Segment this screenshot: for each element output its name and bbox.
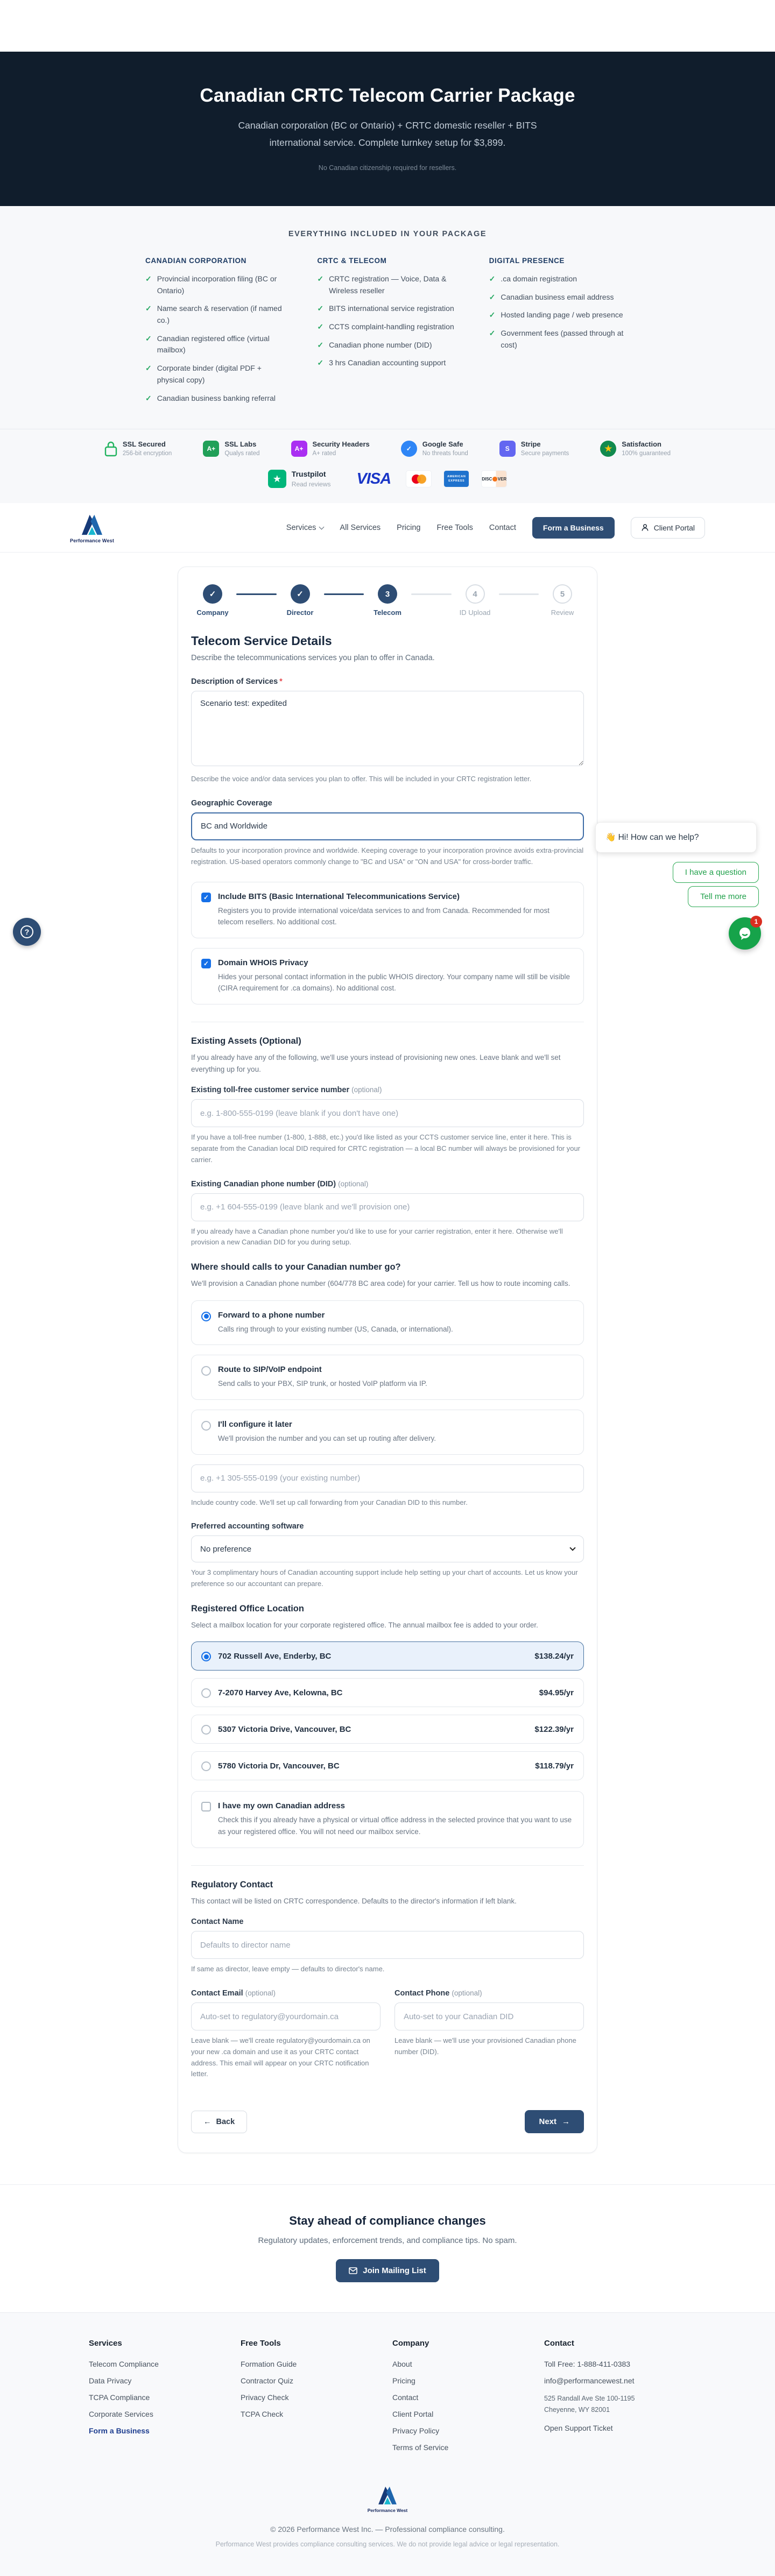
contact-phone-help: Leave blank — we'll use your provisioned Canadian phone number (DID). bbox=[394, 2036, 576, 2056]
badge-subtitle: 256-bit encryption bbox=[122, 450, 172, 457]
hero-note: No Canadian citizenship required for resellers. bbox=[318, 164, 457, 172]
item-text: Government fees (passed through at cost) bbox=[501, 329, 624, 349]
list-item bbox=[489, 292, 630, 303]
item-text: Provincial incorporation filing (BC or Ontario) bbox=[157, 274, 277, 295]
office-price: $118.79/yr bbox=[535, 1761, 574, 1771]
geographic-coverage-help: Defaults to your incorporation province and worldwide. Keeping coverage to your incorporation province avoids extra-provincial registration. US-based operators commonly change to "BC and USA" or "ON and USA" for cross-border traffic. bbox=[191, 846, 584, 866]
footer-link-data-privacy[interactable]: Data Privacy bbox=[89, 2376, 132, 2386]
step-label: Director bbox=[286, 608, 314, 617]
list-item bbox=[145, 273, 286, 296]
item-text: .ca domain registration bbox=[501, 274, 577, 283]
cta-subtitle: Regulatory updates, enforcement trends, and compliance tips. No spam. bbox=[258, 2236, 517, 2246]
badge-ssl-labs bbox=[203, 440, 259, 457]
column-title: CRTC & TELECOM bbox=[317, 257, 387, 265]
discover-text: VER bbox=[497, 476, 507, 482]
office-option-victoria-dr[interactable] bbox=[191, 1751, 584, 1780]
included-column-digital bbox=[489, 257, 630, 411]
form-actions bbox=[191, 2110, 584, 2133]
included-column-corporation bbox=[145, 257, 286, 411]
item-text: Canadian business email address bbox=[501, 292, 614, 301]
footer-disclaimer: Performance West provides compliance consulting services. We do not provide legal advice or legal representation. bbox=[215, 2540, 560, 2549]
column-title: CANADIAN CORPORATION bbox=[145, 257, 246, 265]
form-card bbox=[178, 567, 597, 2153]
check-icon: ✓ bbox=[317, 358, 324, 367]
footer-link-contractor-quiz[interactable]: Contractor Quiz bbox=[241, 2376, 294, 2386]
item-text: CRTC registration — Voice, Data & Wireless reseller bbox=[329, 274, 447, 295]
chat-quick-reply-question[interactable]: I have a question bbox=[673, 862, 759, 883]
check-icon: ✓ bbox=[145, 364, 152, 373]
tollfree-field bbox=[191, 1086, 584, 1165]
step-connector bbox=[324, 593, 364, 595]
step-telecom[interactable] bbox=[368, 584, 407, 617]
routing-option-forward[interactable] bbox=[191, 1300, 584, 1346]
step-check-icon: ✓ bbox=[291, 584, 310, 604]
forward-number-field bbox=[191, 1464, 584, 1509]
did-input[interactable] bbox=[191, 1193, 584, 1221]
own-address-checkbox-card[interactable] bbox=[191, 1791, 584, 1848]
nav-pricing[interactable] bbox=[397, 523, 420, 532]
did-help: If you already have a Canadian phone number you'd like to use for your carrier registration, enter it here. Otherwise we'll provision a new Canadian DID for you during setup. bbox=[191, 1227, 563, 1247]
trustpilot-widget[interactable] bbox=[268, 470, 331, 488]
optional-suffix: (optional) bbox=[351, 1086, 382, 1094]
footer-column-services bbox=[89, 2339, 219, 2460]
discover-icon bbox=[481, 470, 507, 487]
footer-link-privacy-check[interactable]: Privacy Check bbox=[241, 2393, 289, 2402]
regulatory-heading: Regulatory Contact bbox=[191, 1879, 273, 1889]
next-button[interactable] bbox=[525, 2110, 584, 2133]
next-label: Next bbox=[539, 2117, 556, 2127]
routing-option-title: Route to SIP/VoIP endpoint bbox=[218, 1365, 322, 1375]
check-icon: ✓ bbox=[317, 304, 324, 313]
routing-option-later[interactable] bbox=[191, 1410, 584, 1455]
accounting-selected-value: No preference bbox=[200, 1544, 252, 1554]
footer-brand-name: Performance West bbox=[367, 2508, 408, 2514]
contact-name-field bbox=[191, 1917, 584, 1975]
star-circle-icon: ★ bbox=[600, 441, 616, 457]
step-label: Company bbox=[196, 608, 229, 617]
optional-suffix: (optional) bbox=[338, 1179, 369, 1188]
discover-dot bbox=[492, 477, 497, 482]
address-line: 525 Randall Ave Ste 100-1195 bbox=[544, 2395, 635, 2403]
description-field bbox=[191, 677, 584, 785]
bits-checkbox-card[interactable] bbox=[191, 882, 584, 938]
footer-link-privacy-policy[interactable]: Privacy Policy bbox=[392, 2426, 440, 2436]
badge-ssl-secured bbox=[104, 440, 172, 457]
footer-tollfree[interactable]: Toll Free: 1-888-411-0383 bbox=[544, 2360, 631, 2369]
accounting-field bbox=[191, 1522, 584, 1590]
description-textarea[interactable] bbox=[191, 691, 584, 766]
own-address-desc: Check this if you already have a physical or virtual office address in the selected province that you want to use as your registered office. You will not need our mailbox service. bbox=[218, 1816, 572, 1836]
whois-checkbox-card[interactable] bbox=[191, 948, 584, 1004]
footer-column-title: Free Tools bbox=[241, 2339, 281, 2348]
performance-west-logo-icon bbox=[78, 512, 106, 537]
mailing-list-cta bbox=[0, 2184, 775, 2312]
existing-assets-heading: Existing Assets (Optional) bbox=[191, 1036, 301, 1046]
radio-icon[interactable] bbox=[201, 1421, 211, 1431]
existing-assets-intro: If you already have any of the following, we'll use yours instead of provisioning new ones. Leave blank and we'll set everything up for you. bbox=[191, 1053, 561, 1073]
footer-brand-block bbox=[0, 2485, 775, 2548]
step-number: 5 bbox=[553, 584, 572, 604]
badge-title: Security Headers bbox=[312, 440, 370, 449]
step-label: Telecom bbox=[374, 608, 401, 617]
footer-link-pricing[interactable]: Pricing bbox=[392, 2376, 415, 2386]
step-indicator bbox=[193, 584, 582, 617]
nav-free-tools[interactable] bbox=[436, 523, 473, 532]
item-text: Canadian phone number (DID) bbox=[329, 340, 432, 349]
optional-suffix: (optional) bbox=[452, 1989, 482, 1998]
arrow-left-icon: ← bbox=[203, 2117, 212, 2126]
radio-icon[interactable] bbox=[201, 1688, 211, 1698]
routing-heading: Where should calls to your Canadian number go? bbox=[191, 1262, 401, 1272]
routing-option-desc: We'll provision the number and you can set up routing after delivery. bbox=[218, 1434, 436, 1442]
brand-name: Performance West bbox=[70, 537, 115, 543]
amex-text: AMERICAN bbox=[447, 475, 466, 478]
badge-title: Stripe bbox=[520, 440, 541, 449]
item-text: 3 hrs Canadian accounting support bbox=[329, 358, 446, 367]
label-text: Contact Email bbox=[191, 1989, 243, 1998]
badge-title: Google Safe bbox=[422, 440, 463, 449]
routing-option-title: I'll configure it later bbox=[218, 1419, 292, 1429]
radio-selected-icon[interactable] bbox=[201, 1312, 211, 1321]
performance-west-logo-icon bbox=[375, 2485, 400, 2506]
check-icon: ✓ bbox=[317, 340, 324, 349]
footer-column-company bbox=[392, 2339, 523, 2460]
routing-option-title: Forward to a phone number bbox=[218, 1310, 325, 1320]
list-item bbox=[489, 273, 630, 285]
included-column-crtc bbox=[317, 257, 457, 411]
office-option-kelowna[interactable] bbox=[191, 1678, 584, 1707]
footer-address bbox=[544, 2393, 686, 2415]
routing-intro: We'll provision a Canadian phone number (604/778 BC area code) for your carrier. Tell us how to route incoming calls. bbox=[191, 1279, 570, 1288]
office-address: 5780 Victoria Dr, Vancouver, BC bbox=[218, 1761, 340, 1771]
check-icon: ✓ bbox=[317, 274, 324, 283]
routing-option-desc: Send calls to your PBX, SIP trunk, or hosted VoIP platform via IP. bbox=[218, 1379, 427, 1388]
office-option-enderby[interactable] bbox=[191, 1641, 584, 1671]
badge-subtitle: Secure payments bbox=[520, 450, 569, 457]
list-item bbox=[145, 393, 286, 405]
whois-description: Hides your personal contact information in the public WHOIS directory. Your company name will still be visible (CIRA requirement for .ca domains). No additional cost. bbox=[218, 972, 570, 993]
footer-link-terms[interactable]: Terms of Service bbox=[392, 2443, 449, 2452]
check-icon: ✓ bbox=[489, 329, 496, 338]
accounting-label: Preferred accounting software bbox=[191, 1522, 304, 1531]
footer-column-title: Services bbox=[89, 2339, 122, 2348]
chat-fab-button[interactable] bbox=[729, 917, 761, 950]
contact-phone-input[interactable] bbox=[394, 2002, 584, 2030]
chat-quick-reply-more[interactable]: Tell me more bbox=[688, 886, 759, 907]
required-mark: * bbox=[279, 677, 283, 687]
trustpilot-subtitle: Read reviews bbox=[291, 480, 331, 489]
nav-link-label: Pricing bbox=[397, 523, 421, 532]
list-item bbox=[317, 357, 457, 369]
list-item bbox=[489, 309, 630, 321]
person-icon bbox=[641, 523, 649, 532]
step-connector bbox=[411, 593, 452, 595]
check-icon: ✓ bbox=[145, 304, 152, 313]
stripe-icon: S bbox=[499, 441, 516, 457]
cta-title: Stay ahead of compliance changes bbox=[289, 2214, 486, 2228]
bits-description: Registers you to provide international voice/data services to and from Canada. Recommended for most telecom resellers. No additional cost. bbox=[218, 906, 550, 926]
office-price: $138.24/yr bbox=[534, 1651, 574, 1661]
forward-number-help: Include country code. We'll set up call forwarding from your Canadian DID to this number. bbox=[191, 1498, 468, 1506]
step-company[interactable] bbox=[193, 584, 232, 617]
accounting-help: Your 3 complimentary hours of Canadian accounting support include help setting up your chart of accounts. Let us know your preference so our accountant can prepare. bbox=[191, 1568, 578, 1588]
page-title: Canadian CRTC Telecom Carrier Package bbox=[200, 85, 575, 106]
nav-services-dropdown[interactable] bbox=[286, 523, 324, 532]
contact-email-help: Leave blank — we'll create regulatory@yourdomain.ca on your new .ca domain and use it as your CRTC contact address. This email will appear on your CRTC notification letter. bbox=[191, 2036, 370, 2078]
item-text: CCTS complaint-handling registration bbox=[329, 322, 454, 331]
label-text: Description of Services bbox=[191, 677, 278, 687]
back-button[interactable] bbox=[191, 2111, 247, 2133]
navbar bbox=[0, 503, 775, 553]
nav-link-label: All Services bbox=[340, 523, 381, 532]
step-label: Review bbox=[551, 608, 574, 617]
question-icon: ? bbox=[20, 925, 33, 938]
trust-badges-row bbox=[0, 429, 775, 466]
office-address: 5307 Victoria Drive, Vancouver, BC bbox=[218, 1724, 351, 1734]
chat-greeting-text: 👋 Hi! How can we help? bbox=[605, 833, 699, 842]
footer-link-form-a-business[interactable]: Form a Business bbox=[89, 2426, 150, 2436]
accounting-select[interactable] bbox=[191, 1535, 584, 1562]
geographic-coverage-label: Geographic Coverage bbox=[191, 798, 272, 808]
trustpilot-title: Trustpilot bbox=[291, 470, 326, 479]
nav-link-label: Free Tools bbox=[436, 523, 473, 532]
footer-link-corporate-services[interactable]: Corporate Services bbox=[89, 2410, 153, 2419]
contact-name-help: If same as director, leave empty — defaults to director's name. bbox=[191, 1965, 385, 1973]
form-a-business-button[interactable]: Form a Business bbox=[532, 517, 615, 539]
form-intro: Describe the telecommunications services you plan to offer in Canada. bbox=[191, 654, 435, 663]
list-item bbox=[145, 333, 286, 356]
a-plus-icon: A+ bbox=[291, 441, 307, 457]
section-divider bbox=[191, 1865, 584, 1866]
check-circle-icon: ✓ bbox=[401, 441, 417, 457]
badge-satisfaction bbox=[600, 440, 671, 457]
check-icon: ✓ bbox=[145, 393, 152, 402]
list-item bbox=[317, 273, 457, 296]
amex-icon bbox=[443, 470, 469, 487]
own-address-title: I have my own Canadian address bbox=[218, 1801, 345, 1811]
badge-google-safe bbox=[401, 440, 468, 457]
back-label: Back bbox=[216, 2117, 235, 2126]
did-label bbox=[191, 1180, 584, 1188]
step-label: ID Upload bbox=[459, 608, 491, 617]
badge-subtitle: Qualys rated bbox=[224, 450, 260, 457]
tollfree-help: If you have a toll-free number (1-800, 1-888, etc.) you'd like listed as your CCTS customer service line, enter it here. This is separate from the Canadian local DID required for CRTC registration — a local BC number will always be provisioned for your carrier. bbox=[191, 1133, 581, 1164]
footer-column-free-tools bbox=[241, 2339, 371, 2460]
chat-greeting-bubble[interactable] bbox=[595, 822, 757, 853]
contact-email-label bbox=[191, 1989, 381, 1998]
check-icon: ✓ bbox=[489, 292, 496, 301]
included-section bbox=[0, 206, 775, 429]
included-columns bbox=[145, 257, 630, 411]
cta-button-label: Join Mailing List bbox=[363, 2266, 426, 2276]
step-connector bbox=[499, 593, 539, 595]
a-plus-icon: A+ bbox=[203, 441, 219, 457]
label-text: Existing Canadian phone number (DID) bbox=[191, 1179, 336, 1188]
radio-selected-icon[interactable] bbox=[201, 1652, 211, 1661]
footer-link-formation-guide[interactable]: Formation Guide bbox=[241, 2360, 297, 2369]
hero-section bbox=[0, 52, 775, 206]
item-text: BITS international service registration bbox=[329, 304, 454, 313]
check-icon: ✓ bbox=[145, 334, 152, 343]
routing-option-sip[interactable] bbox=[191, 1355, 584, 1400]
badge-subtitle: A+ rated bbox=[312, 450, 336, 457]
forward-number-input[interactable] bbox=[191, 1464, 584, 1492]
nav-all-services[interactable] bbox=[340, 523, 381, 532]
check-icon: ✓ bbox=[145, 274, 152, 283]
office-intro: Select a mailbox location for your corporate registered office. The annual mailbox fee is added to your order. bbox=[191, 1620, 538, 1629]
geographic-coverage-input[interactable] bbox=[191, 812, 584, 840]
office-heading: Registered Office Location bbox=[191, 1603, 304, 1613]
step-review[interactable] bbox=[543, 584, 582, 617]
footer-column-contact bbox=[544, 2339, 686, 2460]
contact-phone-field bbox=[394, 1989, 584, 2080]
footer-column-title: Company bbox=[392, 2339, 429, 2348]
client-portal-label: Client Portal bbox=[653, 523, 695, 532]
step-director[interactable] bbox=[281, 584, 320, 617]
arrow-right-icon: → bbox=[562, 2117, 570, 2127]
description-help: Describe the voice and/or data services you plan to offer. This will be included in your CRTC registration letter. bbox=[191, 775, 532, 783]
discover-text: DISC bbox=[482, 476, 492, 482]
list-item bbox=[145, 363, 286, 386]
lock-icon bbox=[104, 441, 117, 457]
contact-grid bbox=[191, 1989, 584, 2094]
item-text: Name search & reservation (if named co.) bbox=[157, 304, 282, 325]
chat-bubble-icon bbox=[737, 925, 753, 942]
help-fab-button[interactable] bbox=[13, 918, 41, 946]
mastercard-icon bbox=[406, 470, 432, 487]
contact-name-label: Contact Name bbox=[191, 1917, 244, 1927]
label-text: Existing toll-free customer service number bbox=[191, 1086, 350, 1095]
main-content bbox=[0, 553, 775, 2184]
checkbox-checked-icon[interactable]: ✓ bbox=[201, 893, 211, 902]
badge-title: SSL Secured bbox=[122, 440, 166, 449]
check-icon: ✓ bbox=[489, 274, 496, 283]
list-item bbox=[489, 328, 630, 351]
check-icon: ✓ bbox=[489, 310, 496, 320]
badge-security-headers bbox=[291, 440, 370, 457]
badge-title: Satisfaction bbox=[622, 440, 661, 449]
step-number: 3 bbox=[378, 584, 397, 604]
form-heading: Telecom Service Details bbox=[191, 634, 332, 648]
badge-stripe bbox=[499, 440, 569, 457]
whois-title: Domain WHOIS Privacy bbox=[218, 958, 308, 967]
office-address: 702 Russell Ave, Enderby, BC bbox=[218, 1651, 332, 1661]
footer-email[interactable]: info@performancewest.net bbox=[544, 2376, 635, 2386]
footer-columns bbox=[89, 2339, 686, 2460]
included-heading: EVERYTHING INCLUDED IN YOUR PACKAGE bbox=[288, 230, 487, 238]
did-field bbox=[191, 1180, 584, 1249]
join-mailing-list-button[interactable] bbox=[336, 2259, 439, 2282]
footer-column-title: Contact bbox=[544, 2339, 574, 2348]
checkbox-icon[interactable] bbox=[201, 1802, 211, 1811]
contact-email-input[interactable] bbox=[191, 2002, 381, 2030]
tollfree-label bbox=[191, 1086, 584, 1094]
label-text: Contact Phone bbox=[394, 1989, 450, 1998]
step-connector bbox=[236, 593, 277, 595]
footer-link-telecom-compliance[interactable]: Telecom Compliance bbox=[89, 2360, 159, 2369]
footer-link-client-portal[interactable]: Client Portal bbox=[392, 2410, 434, 2419]
list-item bbox=[317, 321, 457, 333]
hero-subtitle: Canadian corporation (BC or Ontario) + CRTC domestic reseller + BITS international service. Complete turnkey setup for $3,899. bbox=[238, 120, 537, 148]
chevron-down-icon bbox=[319, 524, 325, 529]
nav-link-label: Contact bbox=[489, 523, 516, 532]
badge-subtitle: 100% guaranteed bbox=[622, 450, 671, 457]
nav-link-label: Services bbox=[286, 523, 316, 532]
footer-copyright: © 2026 Performance West Inc. — Professional compliance consulting. bbox=[270, 2525, 505, 2534]
envelope-icon bbox=[349, 2267, 357, 2274]
tollfree-input[interactable] bbox=[191, 1099, 584, 1127]
item-text: Corporate binder (digital PDF + physical copy) bbox=[157, 364, 262, 384]
office-option-victoria-drive[interactable] bbox=[191, 1715, 584, 1744]
brand-logo[interactable] bbox=[70, 512, 114, 543]
routing-option-desc: Calls ring through to your existing number (US, Canada, or international). bbox=[218, 1325, 453, 1333]
list-item bbox=[317, 339, 457, 351]
office-address: 7-2070 Harvey Ave, Kelowna, BC bbox=[218, 1688, 343, 1697]
item-text: Canadian registered office (virtual mailbox) bbox=[157, 334, 270, 355]
footer-link-tcpa-check[interactable]: TCPA Check bbox=[241, 2410, 284, 2419]
radio-icon[interactable] bbox=[201, 1761, 211, 1771]
item-text: Canadian business banking referral bbox=[157, 393, 276, 402]
badge-subtitle: No threats found bbox=[422, 450, 468, 457]
address-line: Cheyenne, WY 82001 bbox=[544, 2405, 610, 2414]
footer bbox=[0, 2312, 775, 2576]
visa-wordmark: VISA bbox=[356, 470, 391, 487]
list-item bbox=[145, 303, 286, 326]
contact-email-field bbox=[191, 1989, 381, 2080]
step-check-icon: ✓ bbox=[203, 584, 222, 604]
optional-suffix: (optional) bbox=[245, 1989, 276, 1998]
chevron-down-icon bbox=[569, 1545, 575, 1551]
column-title: DIGITAL PRESENCE bbox=[489, 257, 565, 265]
item-text: Hosted landing page / web presence bbox=[501, 310, 623, 320]
office-price: $94.95/yr bbox=[539, 1688, 574, 1697]
check-icon: ✓ bbox=[317, 322, 324, 331]
footer-link-about[interactable]: About bbox=[392, 2360, 412, 2369]
geographic-coverage-field bbox=[191, 799, 584, 868]
client-portal-button[interactable] bbox=[631, 517, 705, 539]
footer-link-tcpa-compliance[interactable]: TCPA Compliance bbox=[89, 2393, 150, 2402]
list-item bbox=[317, 303, 457, 315]
regulatory-intro: This contact will be listed on CRTC correspondence. Defaults to the director's information if left blank. bbox=[191, 1896, 517, 1905]
checkbox-checked-icon[interactable]: ✓ bbox=[201, 959, 211, 968]
footer-link-contact[interactable]: Contact bbox=[392, 2393, 419, 2402]
radio-icon[interactable] bbox=[201, 1366, 211, 1376]
trustpilot-star-icon: ★ bbox=[268, 470, 286, 488]
payment-row bbox=[0, 466, 775, 503]
top-whitespace bbox=[0, 0, 775, 52]
badge-title: SSL Labs bbox=[224, 440, 257, 449]
amex-text: EXPRESS bbox=[448, 479, 465, 483]
footer-open-support-ticket[interactable]: Open Support Ticket bbox=[544, 2423, 613, 2432]
chat-unread-badge: 1 bbox=[750, 916, 762, 928]
description-label bbox=[191, 677, 584, 686]
bits-title: Include BITS (Basic International Telecommunications Service) bbox=[218, 891, 460, 901]
step-id-upload[interactable] bbox=[456, 584, 495, 617]
step-number: 4 bbox=[466, 584, 485, 604]
radio-icon[interactable] bbox=[201, 1725, 211, 1735]
contact-phone-label bbox=[394, 1989, 584, 1998]
contact-name-input[interactable] bbox=[191, 1931, 584, 1959]
office-price: $122.39/yr bbox=[534, 1724, 574, 1734]
nav-contact[interactable] bbox=[489, 523, 516, 532]
